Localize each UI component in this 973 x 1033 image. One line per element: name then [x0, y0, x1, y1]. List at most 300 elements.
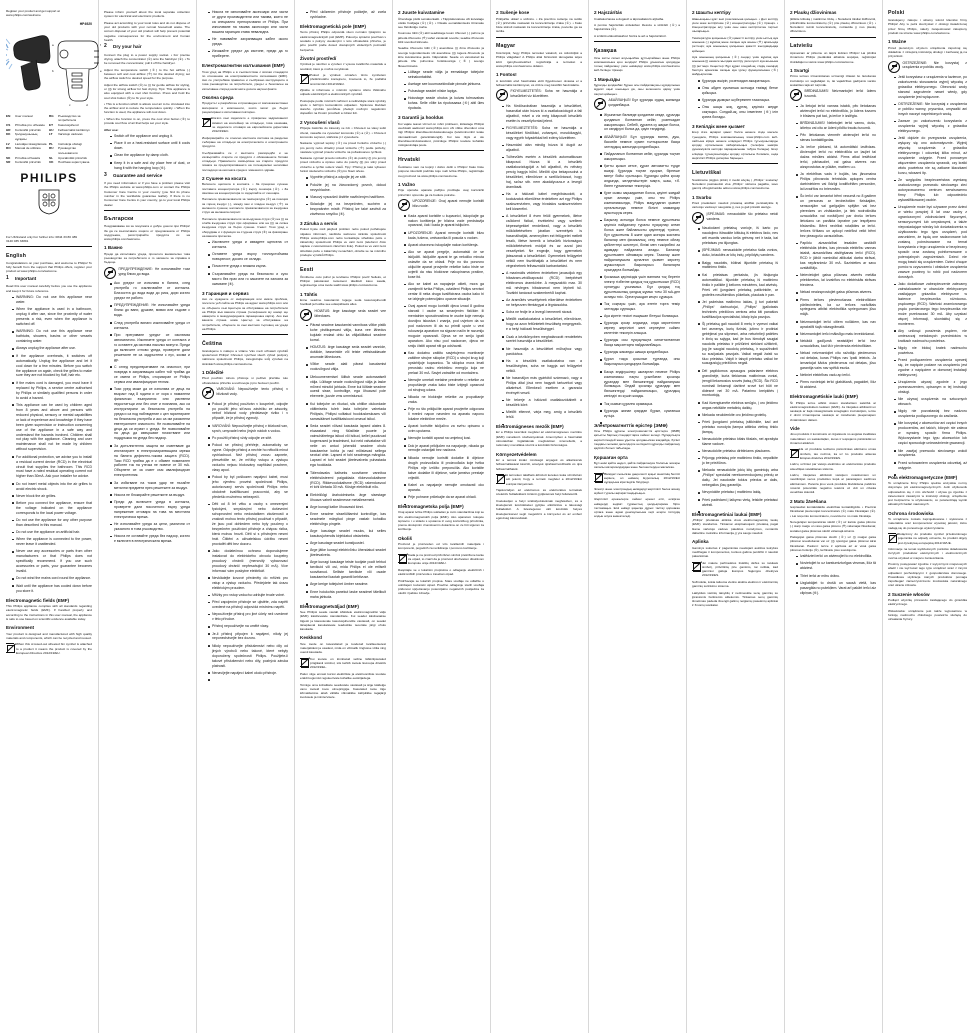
list-item: Ärge kasutage seadet kunstjuustel.: [306, 541, 386, 546]
list-item: Baigę naudotis, būtinai išjunkite prietaisą iš maitinimo tinklo.: [698, 261, 778, 271]
hu-env-2: A terméken található áthúzott kerekes kuka szimbólum azt jelenti, hogy a termék megfelel a 2012/19/EU európai irányelvnek.: [506, 473, 582, 486]
warning-block-water-et: HOIATUS: ärge kasutage seda seadet vee läheduses.: [300, 309, 386, 321]
section-heading-guarantee: 3 Guarantee and service: [104, 171, 163, 178]
cs-guarantee-text: Pokud byste měli jakýkoli problém nebo pokud potřebujete nějakou informaci, navštivte webovou stránku společnosti Philips www.philips.com nebo kontaktujte středisko péče o zákazníky společnosti Philips ve vaší zemi (telefonní číslo najdete v celosvětovém záručním listu). Pokud se ve vaší zemi středisko péče o zákazníky nenachází, obraťte se na místního prodejce výrobků Philips.: [300, 227, 386, 257]
list-item: Nevkládejte kovové předměty do mřížek pro vstup a výstup vzduchu. Předejdete tak úrazu elektrickým proudem.: [208, 576, 288, 591]
wee-text-en: When this crossed-out wheeled bin symbol is attached to a product it means the product is covered by the European Directive 2012/19/EU.: [16, 642, 92, 655]
list-item: Оны шаңы жоқ, құрғақ, қауіпсіз жерде сақтаңыз. Сондай-ақ, оны ілмегінен (⑥) іліп қоюға болады.: [698, 105, 778, 120]
list-item: For additional protection, we advise you to install a residual current device (RCD) in the electrical circuit that supplies the bathroom. This RCD must have a rated residual operating current not higher than 30mA. Ask your installer for advice.: [12, 455, 92, 480]
lv-dry-2: Noregulējiet temperatūras slēdzi (③) uz karstu gaisa plūsmu (·) starp maigu un vēsu gaisa plūsmu (※) vēlamajai žāvēšanai; iestatiet gaisa plūsmas slēdzi vēlamajā ātrumā.: [790, 519, 876, 533]
list-item: Никога не оставяйте уреда без надзор, когато е включен в електрическата мрежа.: [110, 534, 190, 544]
list-item: Děti od 8 let věku a osoby s omezenými fyzickými, smyslovými nebo duševními schopnostmi nebo nedostatkem zkušeností a znalostí mohou tento přístroj používat v případě, že jsou pod dohledem nebo byly poučeny o bezpečném používání přístroje a chápou rizika, která mohou hrozit. Děti si s přístrojem nesmí hrát. Čištění a uživatelskou údržbu nesmí provádět děti bez dozoru.: [208, 502, 288, 547]
list-item: If the mains cord is damaged, you must have it replaced by Philips, a service centre authorised by Philips or similarly qualified persons in order to avoid a hazard.: [12, 381, 92, 401]
list-item: Keep it in a safe and dry place free of dust, or hang it with the hanging loop (⑥).: [110, 161, 190, 171]
pl-env-3: Informacje na temat wydzielonych punktów składowania zużytych produktów elektrycznych i elektronicznych można uzyskać w miejscu zamieszkania.: [888, 547, 967, 560]
list-item: OSTRZEŻENIE: Nie korzystaj z urządzenia w pobliżu wanny, prysznica, umywalki ani innych naczyń napełnionych wodą.: [894, 102, 967, 117]
pl-dry-heading: 2 Suszenie włosów: [888, 591, 930, 597]
legend-item: SL Uporabniški priročnik: [49, 155, 87, 160]
list-item: Pokud je přístroj používán v koupelně, odpojte po použití jeho síťovou zástrčku ze zásuvky, neboť blízkost vody představuje riziko i v případě, že je přístroj vypnutý.: [208, 402, 288, 422]
list-item: Prije no što priključite aparat provjerite odgovara li mrežni napon naveden na aparatu naponu lokalne električne mreže.: [404, 407, 484, 422]
bg-dry-heading: 2 Сушене на косата: [202, 175, 247, 181]
svg-text:f: f: [100, 42, 101, 47]
language-heading-hungarian: Magyar: [496, 43, 516, 50]
list-item: След употреба винаги изключвайте уреда от контакта.: [110, 321, 190, 331]
list-item: Prijungę prietaisą prie maitinimo tinklo, nepalikite jo be priežiūros.: [698, 456, 778, 466]
column-1: [0, 0, 102, 663]
list-item: Dok je aparat priključen na napajanje, nikada ga nemojte ostavljati bez nadzora.: [404, 444, 484, 454]
list-item: Kad išvengtumėte elektros smūgio, į oro įleidimo angas nekiškite metalinių daiktų.: [698, 401, 778, 411]
pl-env-1: To urządzenie zostało zaprojektowane i wykonane z materiałów oraz komponentów wysokiej jakości, które nadają się do ponownego wykorzystania.: [888, 517, 967, 530]
list-item: Nepoužívejte přístroj pro jiné účely než uvedené v této příručce.: [208, 612, 288, 622]
wee-bin-icon: [692, 561, 700, 571]
list-item: Jako dodatkowe zabezpieczenie zalecamy zainstalowanie w obwodzie elektrycznym zasilającym gniazdka elektryczne w łazience bezpiecznika różnicowo-prądowego (RCD). Wartość znamionowego prądu pomiarowego tego bezpiecznika nie może przekraczać 30 mA. Aby uzyskać więcej informacji, skontaktuj się z monterem.: [894, 282, 967, 327]
hr-lead: Prije uporabe aparata pažljivo pročitajte ovaj korisnički priručnik i spremite ga za buduće potrebe.: [398, 188, 484, 197]
list-item: Enne seadme sisselülitamist kontrollige, kas seadmele märgitud pinge vastab kohaliku elektrivõrgu pingele.: [306, 512, 386, 527]
list-item: Netiniet elektrības vadu ap ierīci.: [796, 373, 876, 378]
list-item: Wait until the appliance has cooled down before you store it.: [12, 584, 92, 594]
list-item: Құралды қосар алдында, онда көрсетілген кернеу жергілікті желі кернеуіне сәйкес келетінін тексеріп алыңыз.: [600, 321, 680, 336]
svg-text:e: e: [100, 68, 102, 73]
list-item: Papildu aizsardzībai iesakām uzstādīt elektriskās ķēdes, kas pievada elektrību vannas istabā, aizsardzības atslēgšanas ierīci (RCD). RCD ir jābūt nominālai atlikušai darba strāvai, kas nepārsniedz 30 mA. Sazinieties ar savu uzstādītāju.: [796, 241, 876, 271]
list-item: Ne tekerje a hálózati csatlakozókábelt a készülék köré.: [502, 398, 582, 408]
column-5: [392, 0, 490, 604]
dry-step-4: • This is a function which is allows cool air to be circulated into the airflow and to reduce the temperature quickly. • When the function is used, the appliance will cool down.: [104, 101, 190, 115]
cs-dry-heading: 2 Vysoušení vlasů: [300, 119, 340, 125]
list-item: Оны әбден суығанша ыстыққа төзімді бетке қойыңыз.: [698, 86, 778, 96]
english-intro: Congratulations on your purchase, and welcome to Philips! To fully benefit from the support that Philips offers, register your product at www.philips.com/welcome.: [6, 260, 92, 274]
list-item: Aparat obavezno iskopčajte nakon korištenja.: [404, 243, 484, 248]
hu-lead: A készülék első használata előtt figyelmesen olvassa el a felhasználói kézikönyvet, és őrizze meg későbbi használatra.: [496, 78, 582, 87]
hu-env-heading: Környezetvédelem: [496, 451, 537, 457]
et-env-heading: Keskkond: [300, 635, 322, 641]
no-water-icon: [398, 199, 410, 211]
list-item: Jeśli korzystasz z urządzenia w łazience, po zakończeniu stosowania wyjmij wtyczkę z gniazdka elektrycznego. Obecność wody stanowi zagrożenie nawet wtedy, gdy urządzenie jest wyłączone.: [894, 75, 967, 100]
list-item: Ovaj aparat mogu koristiti djeca iznad 8 godina starosti i osobe sa smanjenim fizičkim ili mentalnim sposobnostima te osobe koje nemaju dovoljno iskustva i znanja, pod uvjetom da su pod nadzorom ili da su primili upute u vezi rukovanja aparatom na siguran način te razumiju moguće opasnosti. Djeca se ne smiju igrati aparatom. Ako nisu pod nadzorom, djeca ne smiju čistiti aparat niti ga održavati.: [404, 304, 484, 349]
list-item: Ze względów bezpieczeństwa wymianę uszkodzonego przewodu sieciowego zleć autoryzowanemu centrum serwisowemu firmy Philips lub odpowiednio wykwalifikowanej osobie.: [894, 178, 967, 203]
lt-emf-text: „Philips“ prietaisas atitinka visus elektromagnetinių laukų (EMF) standartus. Tinkamai eksploatuojant prietaisą pagal šiame vartotojo vadove pateiktus nurodymus, remiantis dabartine moksline informacija, jį yra saugu naudoti.: [692, 518, 778, 535]
pl-env-4: Prosimy postępować zgodnie z wytycznymi miejscowych władz i nie wyrzucać tego typu urządzeń wraz z innymi odpadami pochodzącymi z gospodarstwa domowego. Prawidłowa utylizacja starych produktów pomaga zapobiegać zanieczyszczeniu środowiska naturalnego oraz utracie zdrowia.: [888, 562, 967, 588]
list-item: Przed podłączeniem urządzenia upewnij się, że napięcie podane na urządzeniu jest zgodne z napięciem w domowej instalacji elektrycznej.: [894, 358, 967, 378]
column-6: [490, 0, 588, 528]
list-item: Před uklizením přístroje počkejte, až zcela vychladne.: [306, 10, 386, 20]
list-item: Túlhevülés esetén a készülék automatikusan kikapcsol. Húzza ki a készülék csatlakozódugóját a fali aljzatból, és néhány percig hagyja hűlni. Mielőtt újra bekapcsolná a készüléket, ellenőrizze a szellőzőrácsot, hogy haj, szösz stb. nem akadályozza-e a levegő áramlását.: [502, 155, 582, 190]
bg-dry-2: Нагласете превключвателя за температура (③) на позиция за горещ въздух (·), между мек и хладен въздух (※) за желаното сушене; нагласете превключвателя за въздушна струя на желаната скорост.: [202, 197, 288, 215]
list-item: Jei pažeistas maitinimo laidas, jį turi pakeisti „Philips“ darbuotojai, „Philips“ įgaliotasis techninės priežiūros centras arba kiti panašios kvalifikacijos specialistai, kitaip kyla pavojus.: [698, 300, 778, 320]
language-heading-bulgarian: Български: [104, 216, 134, 223]
list-item: Никога не блокирайте решетките за въздух.: [110, 493, 190, 498]
hu-safety-list: [496, 104, 582, 420]
list-item: Prieš įjungdami prietaisą įsitikinkite, kad ant prietaiso nurodyta įtampa atitinka vietinę tinklo įtampą.: [698, 420, 778, 435]
lt-env-2: Jei matote perbrauktos šiukšlių dėžės su ratukais simbolį, pritvirtintą prie gaminio, tai reiškia, kad gaminiui galioja Europos Sąjungos direktyva 2012/19/ES.: [702, 560, 778, 578]
lt-intro: Sveikiname įsigijus pirkinį ir sveiki atvykę į „Philips“ svetainę! Norėdami pasinaudoti visa „Philips“ siūloma pagalba, savo gaminį užregistruokite adresu www.philips.com/welcome.: [692, 177, 778, 191]
list-item: Položte jej na žáruvzdorný povrch, dokud nevychladne.: [306, 183, 386, 193]
list-item: Nigdy nie pozostawiaj bez nadzoru urządzenia podłączonego do zasilania.: [894, 409, 967, 419]
list-item: Zawsze po zakończeniu korzystania z urządzenia wyjmij wtyczkę z gniazdka elektrycznego.: [894, 119, 967, 134]
list-item: Šį prietaisą gali naudoti 8 metų ir vyresni vaikai bei asmenys, kurių fiziniai, jutimo ir protiniai gebėjimai yra silpnesni, arba neturintieji patirties ir žinių su sąlyga, kad jie bus išmokyti saugiai naudotis prietaisu ir prižiūrimi siekiant užtikrinti, jog jie saugiai naudotų prietaisą, ir supažindinti su susijusiais pavojais. Vaikai negali žaisti su šiuo prietaisu. Valyti ir taisyti prietaiso vaikai be suaugusiųjų priežiūros negali.: [698, 322, 778, 367]
list-item: Uzglabājiet to drošā un sausā vietā, kas pasargāta no putekļiem. Varat arī pakārt ierīci aiz cilpiņas (⑥).: [796, 581, 876, 596]
list-item: Je-li přístroj připojen k napájení, nikdy jej neponechávejte bez dozoru.: [208, 632, 288, 642]
list-item: Pēc lietošanas vienmēr atvienojiet ierīci no sienas kontaktligzdas.: [796, 133, 876, 143]
bg-after-list: [202, 240, 288, 286]
list-item: Přístroj nepoužívejte na umělé vlasy.: [208, 624, 288, 629]
list-item: Neievietojiet gaisa plūsmas atverēs metāla priekšmetus, lai izvairītos no elektriskās strāvas trieciena.: [796, 273, 876, 288]
list-item: When the appliance is connected to the power, never leave it unattended.: [12, 537, 92, 547]
no-water-icon: [790, 89, 802, 101]
wee-bin-icon: [300, 657, 308, 667]
wee-bin-icon: [496, 473, 504, 483]
list-item: Przed schowaniem urządzenia odczekaj, aż ostygnie.: [894, 461, 967, 471]
lv-after-list: [790, 554, 876, 595]
cs-lead: Před použitím tohoto přístroje si pečlivě přečtěte tuto uživatelskou příručku a uschovejte ji pro budoucí použití.: [202, 376, 288, 385]
important-lead: Read this user manual carefully before you use the appliance and keep it for future reference.: [6, 284, 92, 293]
list-item: Nemojte koristiti aparat na umjetnoj kosi.: [404, 436, 484, 441]
hu-emf-heading: Elektromágneses mezők (EMF): [496, 423, 564, 429]
list-item: Always unplug the appliance after use.: [12, 346, 92, 351]
hu-dry-1: Csatlakoztassa a dugaszt a tápcsatlakozó aljzatba.: [594, 16, 664, 21]
legend-item: PL Instrukcja obsługi: [49, 141, 82, 146]
lv-env-1: Jūsu produkts ir konstruēts un izgatavots no augstas kvalitātes materiāliem un sastāvdaļām, kuras ir iespējams pārstrādāt un izmantot atkārtoti.: [790, 432, 876, 446]
kk-lead: Құралды қолданбас бұрын осы пайдаланушы нұсқаулығын мұқият оқып шығыңыз да, оны келешекте қарау үшін сақтап қойыңыз.: [594, 83, 680, 96]
et-emf-text: See Philipsi seade vastab kõikidele elektromagnetilisi välju (EMF) käsitlevatele standarditele. Kui seadet käsitsetakse õigesti ja käesolevale kasutusjuhendile vastavalt, on seadet tänapäeval kasutatavate teaduslike teooriate järgi ohutu kasutada.: [300, 610, 386, 632]
et-env-3: Palun viige ennast kurssi elektriliste ja elektrooniliste toodete eraldi kogumist reguleerivate kohalike eeskirjadega.: [300, 671, 386, 681]
et-emf-heading: Elektromagnetväljad (EMF): [300, 603, 359, 609]
list-item: Ne használja a készüléket műhajhoz vagy parókához.: [502, 347, 582, 357]
list-item: Nikada nemojte koristiti dodatke ili dijelove drugih proizvođača ili proizvođača koje tvrtka Philips nije izričito preporučila. Ako koristite takve dodatke ili dijelove, vaše jamstvo prestaje vrijediti.: [404, 456, 484, 481]
legend-item: BG Ръководство за потребителя: [49, 113, 81, 123]
list-item: Nie zawijaj przewodu sieciowego wokół urządzenia.: [894, 449, 967, 459]
et-lead: Enne seadme kasutamist lugege seda kasutusjuhendit hoolikalt ja hoidke see edaspidiseks alles.: [300, 298, 386, 307]
list-item: Mřížky pro vstup vzduchu udržujte trvale volné.: [208, 593, 288, 598]
bg-env-1: Продуктът е разработен и произведен от висококачествени материали и компоненти, които могат да бъдат рециклирани и използвани повторно.: [202, 101, 288, 114]
list-item: Place it on a heat-resistant surface until it cools down.: [110, 141, 190, 151]
list-item: Ауа кіретін тесікті ешқашан бітеуші болмаңыз.: [600, 314, 680, 319]
list-item: Before you connect the appliance, ensure that the voltage indicated on the appliance corresponds to the local power voltage.: [12, 501, 92, 516]
et-env-4: Toimige oma kohalikele seadustele vastavalt ja ärge käidelge vanu tooteid koos olmeprügiga. Kasutatud toote õige kõrvaldamine aitab vältida võimalikke kahjulikke tagajärgi loodusele ja inimtervisele.: [300, 682, 386, 700]
warning-block-water-lt: ĮSPĖJIMAS: nenaudokite šio prietaiso netoli vandens.: [692, 212, 778, 224]
hr-dry-1: Priključite utikač u utičnicu. • Za precizno sušenje na sušilo (②) pričvrstite nastavak za koncentriranje zraka (①). • Kako biste skinuli nastavak za koncentriranje zraka, povucite ga sa sušila.: [496, 16, 582, 34]
lt-lead: Prieš pradėdami naudoti prietaisą atidžiai perskaitykite šį vartotojo vadovą ir saugokite jį, nes jo gali prireikti ateityje.: [692, 201, 778, 210]
en-recycle-2: Please act according to your local rules and do not dispose of your old products with your normal household waste. The correct disposal of your old product will help prevent potential negative consequences for the environment and human health.: [104, 20, 190, 42]
et-dry-3: Seadke õhuvoolu lüliti (④) asendisse (|) õrna õhuvoolu ja soengu kujundamiseks või asendisse (||) tugeva õhuvoolu ja kiire kuivatamise jaoks. Näpunäide: Seade on varustatud ka jaheda õhu puhumise funktsiooniga (⑤) soengu fikseerimiseks.: [398, 46, 484, 68]
list-item: HOIATUS: ärge kasutage seda seadet vannide, duššide, basseinide või teiste vettsisaldavate anumate läheduses.: [306, 345, 386, 360]
cs-env-1: Výrobek je navržen a vyroben z vysoce kvalitního materiálu a součástí, které je možné recyklovat.: [300, 62, 386, 71]
pl-env-heading: Ochrona środowiska: [888, 510, 934, 516]
lv-intro: Apsveicam ar pirkumu un laipni lūdzam Philips! Lai pilnībā izmantotu Philips piedāvātā atbalsta iespējas, reģistrējiet izstrādājumu vietnē www.philips.com/welcome.: [790, 51, 876, 64]
list-item: If the appliance overheats, it switches off automatically. Unplug the appliance and let it cool down for a few minutes. Before you switch the appliance on again, check the grilles to make sure they are not blocked by fluff, hair etc.: [12, 354, 92, 379]
list-item: Құрал тоққа қосылып тұрғанда, оны бақылаусыз қалдыруға болмайды.: [600, 357, 680, 367]
list-item: Този уред може да се използва от деца на възраст над 8 години и от хора с намалени физически възприятия или умствени недостатъци или без опит и познания, ако са инструктирани за безопасна употреба на уреда и са под наблюдение с цел гарантиране на безопасна употреба и ако са им разяснени евентуалните опасности. Не позволявайте на деца да си играят с уреда. Не позволявайте на деца да извършват почистване или поддръжка на уреда без надзор.: [110, 387, 190, 442]
list-item: Šo ierīci var izmantot bērni vecumā no 8 gadiem un personas ar ierobežotām fiziskajām, sensorajām vai garīgajām spējām vai bez pieredzes un zināšanām, ja tiek nodrošināta uzraudzība vai norādījumi par drošu ierīces lietošanu un panākta izpratne par iespējamo bīstamību. Bērni nedrīkst rotaļāties ar ierīci. Ierīces tīrīšanu un apkopi nedrīkst veikt bērni bez pieaugušo uzraudzības.: [796, 194, 876, 239]
hu-intro: Köszönjük, hogy Philips terméket vásárolt, és üdvözöljük a Philips világában! A Philips által biztosított támogatás teljes körű igénybevételéhez regisztrálja a terméket a www.philips.com/welcome oldalon.: [496, 51, 582, 68]
list-item: Ärge kunagi kasutage teiste tootjate poolt tehtud tarvikuid või osi, mida Philips ei ole eriliselt soovitanud. Selliste tarvikute või osade kasutamisel kaotab garantii kehtivuse.: [306, 560, 386, 580]
bg-guarantee-heading: 3 Гаранция и сервиз: [202, 290, 249, 296]
et-env-2: Kui tootele on kinnitatud selline läbikriipsutatud prügikasti sümbol, siis kehtib tootele Euroopa direktiiv 2012/19/EL.: [310, 656, 386, 670]
product-illustration: [6, 21, 102, 114]
list-item: С оглед предотвратяване на опасност, при повреда в захранващия кабел той трябва да се смени от Philips, оторизиран от Philips сервиз или квалифициран техник.: [110, 365, 190, 385]
legend-item: CS Příručka pro uživatele: [6, 123, 45, 128]
wee-bin-icon: [888, 532, 896, 542]
list-item: Aby uniknąć porażenia prądem, nie umieszczaj metalowych przedmiotów w kratkach nadmuchu powietrza.: [894, 329, 967, 344]
bg-emf-text: Този уред на Philips е в съответствие с всички стандарти по отношение на електромагнитните излъчвания (EMF). Ако се употребява правилно и съобразно инструкциите в това ръководство за потребителя, уредът е безопасен за използване според наличните досега научни факти.: [202, 69, 288, 91]
cs-safety-list: [202, 402, 288, 676]
legend-item: SR Korisnički priručnik: [6, 160, 41, 165]
kk-dry-2: Температура қосқышын (③) қажетті кептіру үшін ыстық ауа ағынына (·) жұмсақ және салқын ауа ағыны (※) арасында реттеңіз; ауа ағынының қосқышын қажетті жылдамдыққа қойыңыз.: [692, 35, 778, 53]
list-item: Құралды жасанды шашқа қолданбаңыз.: [600, 350, 680, 355]
list-item: Не навивайте захранващия кабел около уреда.: [208, 37, 288, 47]
lt-safety-list: [692, 226, 778, 507]
list-item: Do not use the appliance for any other purpose than described in this manual.: [12, 518, 92, 528]
list-item: Niekada nenaudokite jokių kitų gamintojų arba „Philips“ specialiai nerekomenduojamų priedų ar dalių. Jei naudosite tokius priedus ar dalis, nebegalios jūsų garantija.: [698, 468, 778, 488]
list-item: Ärge jätke kunagi elektrivõrku ühendatud seadet järelevalveta.: [306, 548, 386, 558]
hr-env-1: Proizvod je proizveden od vrlo kvalitetnih materijala i komponenti, pogodnih za recikliranje i ponovno korištenje.: [398, 542, 484, 551]
cs-emf-heading: Elektromagnetická pole (EMP): [300, 23, 366, 29]
kk-guarantee-text: Егер сізге ақпарат қажет болса немесе сізде мәселе туындаса, Philips компаниясының www.philips.com веб-сайтына кіріңіз немесе еліңіздегі Philips тұтынушыларды қолдау орталығына хабарласыңыз (телефон нөмірін дүниежүзілік кепілдік парақшасынан табуға болады). Егер еліңізде тұтынушыларды қолдау орталығы болмаса, онда жергілікті Philips дилеріне барыңыз.: [692, 130, 778, 160]
language-legend: [6, 114, 92, 165]
list-item: Nenaudokite prietaiso dirbtiniams plaukams.: [698, 449, 778, 454]
list-item: Kui toitejuhe on rikutud, siis ohtlike olukordade vältimiseks tuleb lasta toitejuhe vahetada Philipsis, Philipsi volitatud hoolduskeskuses või samaväärset kvalifikatsiooni omaval isikul.: [306, 402, 386, 422]
column-10: [882, 0, 973, 630]
list-item: Nenaudokite prietaiso kitais tikslais, nei aprašyta šiame vadove.: [698, 437, 778, 447]
et-env-1: Teie toode on kavandatud ja toodetud kvaliteetsetest materjalidest ja osadest, mida on võimalik ringlusse võtta ning uuesti kasutada.: [300, 641, 386, 655]
list-item: Қатты қызып кетсе, құрал автоматты түрде өшеді. Құралды тоқтан суырып, бірнеше минут бойы суытыңыз. Құралды қайта қосар алдында, желдеткіштерін мақта, шаш, т.б. бөгеп тұрмағанын тексеріңіз.: [600, 164, 680, 189]
list-item: Nie korzystaj z akcesoriów ani części innych producentów, ani takich, których nie zaleca w wyraźny sposób firma Philips. Wykorzystanie tego typu akcesoriów lub części spowoduje unieważnienie gwarancji.: [894, 421, 967, 446]
svg-text:b: b: [52, 68, 54, 73]
list-item: Aparat koristite isključivo za svrhu opisanu u ovim uputama.: [404, 424, 484, 434]
list-item: Ja lietojat ierīci vannas istabā, pēc lietošanas atvienojiet ierīci no elektrotīkla, jo ūdens tuvums ir bīstams pat tad, ja ierīce ir izslēgta.: [796, 104, 876, 119]
hairdryer-drawing: [6, 26, 102, 112]
list-item: Pirms novietojat ierīci glabāšanā, pagaidiet, līdz tā atdziest.: [796, 380, 876, 390]
hu-important-heading: 1 Fontos!: [496, 72, 517, 78]
list-item: Ако уредът се използва в банята, след употреба го изключвайте от контакта. Близостта до вода води до риск, дори когато уредът не работи.: [110, 281, 190, 301]
lv-dry-heading: 2 Matu žāvēšana: [790, 498, 827, 504]
bg-guarantee-text: Ако се нуждаете от информация или имате проблем, посетете уеб сайта на Philips на адрес www.philips.com или се обърнете към Центъра за обслужване на потребители на Philips във вашата страна (телефонния му номер ще намерите в международната гаранционна карта). Ако във вашата страна няма Център за обслужване на потребители, обърнете се към местния търговец на уреди на Philips.: [202, 297, 288, 331]
list-item: BRĪDINĀJUMS! Nelietojiet ierīci vannu, dušu, izlietņu vai citu ar ūdeni pildītu trauku tuvumā.: [796, 121, 876, 131]
kk-dry-1: Шанышқыны қуат көзі розеткасына қосыңыз. • Дәл кептіру үшін шаш кептіргішке (②) концентраторды (①) тіркеңіз. • Концентраторды алу үшін оны шаш кептіргіштен тартып шығарыңыз.: [692, 16, 778, 34]
emf-heading-en: Electromagnetic fields (EMF): [6, 597, 70, 603]
list-item: Преди да включите уреда в контакта, проверете дали посоченото върху уреда напрежение отговаря на това на местната електрическа мрежа.: [110, 500, 190, 520]
list-item: За допълнителна защита ви съветваме да инсталирате в електрозахранващата мрежа на банята дефектно-токова защита (RCD). Тази RCD трябва да е с обявен номинален работен ток на утечка не повече от 30 mA. Обърнете се за съвет към квалифициран електротехник.: [110, 444, 190, 479]
cs-after-list: [300, 175, 386, 216]
list-item: Почистете уреда с влажна кърпа.: [208, 264, 288, 269]
list-item: Do not insert metal objects into the air grilles to avoid electric shock.: [12, 482, 92, 492]
list-item: Pokud by byl poškozen napájecí kabel, musí jeho výměnu provést společnost Philips, autorizovaný servis společnosti Philips nebo obdobně kvalifikovaní pracovníci, aby se předešlo možnému nebezpečí.: [208, 475, 288, 500]
list-item: Құралды осы нұсқаулықта сипатталғаннан басқа мақсаттарға пайдаланбаңыз.: [600, 338, 680, 348]
kk-env-1: Бұл өнім қайта өңдеп, қайта пайдалануға болатын жоғары сапалы материалдардан және бөлшектерден жасалған.: [594, 461, 680, 470]
kk-important-heading: 1 Маңызды: [594, 76, 621, 82]
et-intro: Õnnitleme ostu puhul ja tervitame Philipsi poolt! Selleks, et Philipsi pakutavast tootetoest täielikult kasu saada, registreerige oma toode saidil www.philips.com/welcome.: [300, 274, 386, 288]
list-item: Hoiustage seade ohutus ja kuivas tolmuvabas kohas. Selle võite ka riputusaasa (⑥) abil üles riputada.: [404, 96, 484, 111]
list-item: Niekada neuždenkite oro įleidimo grotelių.: [698, 413, 778, 418]
dry-step-1: Connect the plug to a power supply socket. • For precise drying, attach the concentrator (①) onto the hairdryer (②). • To be removed the concentrator, pull it off the hairdryer.: [104, 52, 190, 66]
list-item: Nekad neizmantojiet citu ražotāju piederumus vai detaļas, kuras Philips nav īpaši ieteicis. Ja izmantojat šādus piederumus vai detaļas, jūsu garantija vairs nav spēkā esoša.: [796, 351, 876, 371]
et-dry-1: Ühendage pistik seinakontakti. • Täppiskuivatuse või kuivatage otsiku hoidjaga (①) (②). • Otsaku eemaldamiseks tõmmake see föönikülge maha.: [398, 16, 484, 30]
list-item: Vypněte přístroj a odpojte jej ze sítě.: [306, 175, 386, 180]
hu-dry-2: A pontos hajszárítás érdekében illessze a szűkítőt (①) a hajszárítóra (②).: [594, 22, 680, 32]
language-heading-polish: Polski: [888, 10, 905, 16]
list-item: Kada aparat koristite u kupaonici, iskopčajte ga nakon korištenja jer blizina vode predstavlja opasnost, čak i kada je aparat isključen.: [404, 214, 484, 229]
dry-step-5: • When the function is on, press the cool shot button (⑤) to provide cool flow of air that helps set your style.: [104, 116, 190, 126]
list-item: Soha ne fedje le a levegő bemeneti rácsot.: [502, 310, 582, 315]
list-item: Nemojte umetati metalne predmete u rešetke za propuštanje zraka kako biste izbjegli opasnost od strujnog udara.: [404, 378, 484, 393]
list-item: Izslēdziet ierīci un atvienojiet to no elektrotīkla.: [796, 554, 876, 559]
list-item: Бақылау астында болса немесе құрылғыны қауіпсіз пайдалану туралы нұсқаулар алған болса және байланысты қауіптерді түсінсе, бұл құрылғыны 8 және одан жоғары жастағы балалар мен физикалық, сезу немесе ойлау қабілеттері шектеулі, білімі мен тәжірибесі аз адамдар пайдалана алады. Балалар құрылғымен ойнамауы керек. Тазалау және пайдаланушыға арналған қызмет көрсету жұмыстарын бақылаусыз балаларға орындауға болмайды.: [600, 218, 680, 273]
hu-env-4: Cselekedjen a helyi szabályozásoknak megfelelően, és a kiselejtezett készülékeket gyűjtse elkülönítve a lakossági hulladéktól. A feleslegessé vált készülék helyes kiselejtezésével segít megelőzni a környezet és az emberi egészség károsodását.: [496, 498, 582, 520]
list-item: Ärge kerige toitejuhet ümber seadme.: [306, 582, 386, 587]
list-item: Тоқ сымын құралға орамаңыз.: [600, 402, 680, 407]
list-item: При прегряване уредът се изключва автоматично. Изключете уреда от контакта и го оставете да изстива няколко минути. Преди да включите отново уреда, проверете дали решетките не са задръстени с пух, косми и др.: [110, 333, 190, 363]
list-item: Elektrilöögi ärahoidmiseks ärge sisestage õhuava vahelt seadmesse metallesemeid.: [306, 493, 386, 503]
cs-dry-2: Nastavte vypínač teploty (③) na proud horkého vzduchu (·) pro jemný nebo chladný proud vzduchu (※) podle potřeby; nastavte vypínač proudu vzduchu na požadovanou rychlost.: [300, 141, 386, 154]
legend-item: KK Қолданушының нұсқасы: [6, 132, 38, 141]
list-item: Neizmantojiet ierīci mākslīgo matu ieveidošanai.: [796, 332, 876, 337]
bg-dry-3: Нагласете превключвателя за въздушна струя (④) на (|) за слаба въздушна струя при оформяне или на (||) за силна въздушна струя за бързо сушене. Съвет: Този уред е оборудван и с функция за студена струя (⑤) за фиксиране на вашата прическа.: [202, 216, 288, 238]
lt-important-heading: 1 Svarbu: [692, 194, 712, 200]
language-heading-croatian: Hrvatski: [398, 157, 421, 164]
bg-lead: Преди да използвате уреда, прочетете внимателно това ръководство за потребителя и го запазете за справка в бъдеще.: [104, 251, 190, 265]
list-item: Never block the air grilles.: [12, 494, 92, 499]
list-item: Never use any accessories or parts from other manufacturers or that Philips does not specifically recommend. If you use such accessories or parts, your guarantee becomes invalid.: [12, 549, 92, 574]
list-item: Neizmantojiet ierīci citiem nolūkiem, kas nav aprakstīti šajā rokasgrāmatā.: [796, 320, 876, 330]
list-item: This appliance can be used by children aged from 8 years and above and persons with reduced physical, sensory or mental capabilities or lack of experience and knowledge if they have been given supervision or instruction concerning use of the appliance in a safe way and understand the hazards involved. Children shall not play with the appliance. Cleaning and user maintenance shall not be made by children without supervision.: [12, 403, 92, 453]
list-item: Võtke seade alati pärast kasutamist vooluvõrgust välja.: [306, 362, 386, 372]
kk-dry-3: Ауа ағынының қосқышын (④) сәндеу үшін жұмсақ ауа ағынына (|) немесе жылдам кептіру үшін күшті ауа ағынына (||) реттеңіз. Кеңестер: Бұл құрал сондай-ақ, сіздің сәніңізді бекітуге арналған салқын ауа үрлеу функциясымен (⑤) жабдықталған.: [692, 55, 778, 77]
kk-dry-heading: 2 Шашты кептіру: [692, 10, 731, 15]
list-item: Před zapojením přístroje se ujistěte, zda napětí uvedené na přístroji odpovídá místnímu napětí.: [208, 600, 288, 610]
legend-item: LT Vartotojo vadovas: [49, 132, 83, 137]
column-3: [196, 0, 294, 684]
wee-bin-icon: [594, 472, 602, 482]
list-item: Lülitage seade välja ja eemaldage toitejuhe seinakontaktist.: [404, 70, 484, 80]
cs-emf-text: Tento přístroj Philips odpovídá všem normám týkajícím se elektromagnetických polí (EMP). Pokud je správně používán v souladu s pokyny uvedenými v této uživatelské příručce, je jeho použití podle dosud dostupných vědeckých poznatků bezpečné.: [300, 30, 386, 52]
lv-dry-1: Iespraudiet kontaktdakšu elektrības kontaktligzdā. • Precīzai žāvēšanai pievienojiet koncentratoru (①) matu žāvētājam (②). • Lai noņemtu koncentratoru, novelciet to no matu žāvētāja.: [790, 505, 876, 518]
bg-safety-list: [104, 281, 190, 544]
no-water-icon: [104, 267, 116, 279]
no-water-icon: [300, 309, 312, 321]
pl-tip: Wskazówka: urządzenie jest także wyposażone w funkcję nadmuchu chłodnego powietrza służącą do utrwalania fryzury.: [888, 608, 967, 622]
list-item: VAROVÁNÍ: Nepoužívejte přístroj v blízkosti van, sprch, umyvadel nebo jiných nádob s vodou.: [208, 424, 288, 434]
legend-item: ET Kasutusjuhend: [49, 123, 79, 128]
pl-dry-1: Podłącz wtyczkę przewodu zasilającego do gniazdka elektrycznego.: [888, 598, 967, 607]
cs-important-heading: 1 Důležité: [202, 369, 224, 375]
list-item: Asetage see kuumusekindlale pinnale jahtuma.: [404, 82, 484, 87]
hu-env-3: Tájékozódjon az elektromos és elektronikus termékek szelektív hulladékként történő gyűjtésének helyi feltételeiről.: [496, 488, 582, 497]
hr-important-heading: 1 Važno: [398, 181, 416, 187]
hu-dry-3: A szűkítő eltávolításához húzza le azt a hajszárítóról.: [594, 33, 667, 38]
kk-emf-text: Осы Philips құралы электромагниттік өрістерге (ЭМӨ) қатысты барлық стандарттарға сәйкес келеді. Нұсқаулықта көрсетілгендей және ұқыпты қолданылған жағдайда, бүгінгі таңдағы ғылыми дәлелдерге негізделіп құралды пайдалану қауіпсіз болып табылады.: [594, 429, 680, 451]
lv-lead: Pirms ierīces izmantošanas uzmanīgi izlasiet šo lietošanas instrukciju un saglabājiet to, lai vajadzības gadījumā varētu ieskatīties tajā arī turpmāk.: [790, 74, 876, 87]
list-item: Қосымша қауіпсіздік үшін ваннаға тоқ беретін электр тізбегіне қалдық тоқ құрылғысын (RCD) орнатуды ұсынамыз. Бұл қалдық тоқ құрылғысының қалдық жұмыс тоғы 30 мА-ден аспауы тиіс. Орнатушыдан кеңес сұраңыз.: [600, 275, 680, 300]
hr-env-3: Raspitajte se o lokalnim propisima o odlaganju električnih i elektroničkih proizvoda u zaseban otpad.: [398, 567, 484, 577]
cs-safety-list-cont: [300, 10, 386, 20]
wee-bin-icon: [202, 116, 210, 126]
hr-emf-text: Ovaj aparat tvrtke Philips sukladan je svim standardima koji se tiču elektromagnetskih polja (EMF). Ako aparatom rukujete ispravno i u skladu s uputama iz ovog korisničkog priručnika, prema dostupnim znanstvenim dokazima on će biti siguran za korištenje.: [398, 510, 484, 532]
section-heading-dry-hair: 2 Dry your hair: [104, 43, 142, 50]
list-item: Пайдаланып болғаннан кейін, құралды тоқтан ажыратыңыз.: [600, 152, 680, 162]
list-item: Құралды жинап қоярдан бұрын, суығанша күтіңіз.: [600, 409, 680, 419]
list-item: Ärge kunagi katke õhuavasid kinni.: [306, 505, 386, 510]
list-item: АБАЙЛАҢЫЗ! Бұл құралды ванна, душ, бассейн немесе сумен толтырылған басқа заттардың жанында қолданбаңыз.: [600, 135, 680, 150]
column-4: [294, 0, 392, 708]
legend-item: RO Manual de utilizare: [6, 146, 41, 151]
list-item: Naudodami prietaisą vonioje, iš karto po naudojimo ištraukite kištuką iš elektros lizdo, nes arti esantis vanduo kelia grėsmę net ir tada, kai prietaisas yra išjungtas.: [698, 226, 778, 246]
hu-dry-heading: 2 Hajszárítás: [594, 10, 623, 15]
et-safety-list: [300, 323, 386, 599]
list-item: ПРЕДУПРЕЖДЕНИЕ: Не използвайте уреда близо до вани, душове, мивки или съдове с вода.: [110, 303, 190, 318]
et-important-heading: 1 Tähtis: [300, 291, 318, 297]
lv-important-heading: 1 Svarīgi: [790, 67, 810, 73]
list-item: Ha a hálózati kábel meghibásodott, a kockázatok elkerülése érdekében azt egy Philips szakszervizben, vagy hivatalos szakszervizben kell kicserélni.: [502, 192, 582, 212]
list-item: Nevyniokite prietaiso į maitinimo laidą.: [698, 490, 778, 495]
document-code: 3140 035 33891: [6, 239, 29, 244]
cs-dry-3: Nastavte vypínač proudu vzduchu (④) do polohy (|) pro jemný proud vzduchu a úpravu nebo do polohy (||) pro silný proud vzduchu a rychlé sušení vlasů. Tipy: Přístroj je také vybaven funkcí studeného vzduchu (⑤) pro fixaci účesu.: [300, 156, 386, 174]
cs-dry-1: Připojte zástrčku do zásuvky ve zdi. • Chcete-li se vlasy sušit cíleně, nasaďte na vysoušeč koncovku (①) a (②). • Chcete-li koncovku sejmout, stáhněte ji z vysoušeče.: [300, 126, 386, 139]
list-item: Nenavíjejte napájecí kabel okolo přístroje.: [208, 671, 288, 676]
list-item: Ja ierīce pārkarst, tā automātiski izslēdzas. Atvienojiet ierīci no elektrotīkla un ļaujiet tai dažas minūtes atdzist. Pirms atkal ieslēdzat ierīci, pārbaudiet, vai gaisa atveres nav aizsprostotas ar pūkām, matiem u.c.: [796, 145, 876, 170]
language-heading-lithuanian: Lietuviškai: [692, 169, 722, 176]
warning-block-water-lv: BRĪDINĀJUMS! Neizmantojiet ierīci ūdens tuvumā.: [790, 89, 876, 101]
list-item: Mielőtt csatlakoztatná a készüléket, ellenőrizze, hogy az azon feltüntetett feszültség megegyezik-e a helyi hálózati feszültséggel.: [502, 317, 582, 332]
lt-env-3: Sužinokite, kokia taikoma vietinė atskira elektros ir elektroninių gaminių surinkimo sistema.: [692, 579, 778, 589]
hr-env-heading: Okoliš: [398, 535, 413, 541]
list-item: When the appliance is used in a bathroom, unplug it after use, since the proximity of water presents a risk, even when the appliance is switched off.: [12, 307, 92, 327]
list-item: Do not wind the mains cord round the appliance.: [12, 576, 92, 581]
list-item: Ne használjon más gyártótól származó, vagy a Philips által jóvá nem hagyott tartozékot vagy alkatrészt. Ellenkező esetben a garancia érvényét veszti.: [502, 376, 582, 396]
bg-important-heading: 1 Важно: [104, 245, 123, 251]
register-note: Register your product and get support at www.philips.com/welcome: [6, 9, 60, 17]
wee-bin-icon: [790, 447, 798, 457]
cs-guarantee-heading: 3 Záruka a servis: [300, 220, 338, 226]
list-item: Ja elektrības vads ir bojāts, tas jānomaina Philips pilnvarota tehniskās apkopes centra darbiniekiem vai līdzīgi kvalificētām personām, lai izvairītos no briesmām.: [796, 172, 876, 192]
cs-intro: Gratulujeme k nákupu a vítáme Vás mezi uživateli výrobků společnosti Philips! Chcete-li využívat všech výhod podpory nabízené společností Philips, zaregistrujte svůj výrobek na stránkách www.philips.com/welcome.: [202, 348, 288, 366]
et-dry-2: Kuumuse lüliti (③) abil seadistage kuum õhuvool (·) pehme ja jaheda õhuvoolu (※) vahel vastavalt soovile; seadke õhuvoolu lüliti soovitud kiirusele.: [398, 31, 484, 45]
bg-env-heading: Околна среда: [202, 94, 234, 100]
list-item: WARNING: Do not use this appliance near bathtubs, showers, basins or other vessels containing water.: [12, 329, 92, 344]
legend-item: HR Korisnički priručnik: [6, 127, 41, 132]
list-item: Никога не използвайте аксесоари или части от други производители или такива, които не са специално препоръчвани от Philips. При използване на такива аксесоари или части вашата гаранция става невалидна.: [208, 10, 288, 35]
dry-step-3: Adjust the airflow switch (④) to (|) for gentle airflow for styling, or (||) for strong airflow for fast drying. Tips: This appliance is also equipped with a cool shot function. Press and hold the cool shot button (⑤) to fix your style.: [104, 82, 190, 100]
hr-dry-heading: 2 Sušenje kose: [496, 10, 530, 15]
environment-heading-en: Environment: [6, 625, 35, 631]
english-safety-list: [6, 295, 92, 593]
et-dry-heading: 2 Juuste kuivatamine: [398, 10, 445, 15]
hr-env-2: Kada je na proizvod pričvršćen simbol prekrižene kante za otpad, to znači da je proizvod obuhvaćen direktivom Europske unije 2012/19/EU.: [408, 552, 484, 566]
list-item: Қуат сымы зақымданған болса, қауіпті жағдай орын алмауы үшін, оны тек Philips компаниясында, Philips мақұлдаған қызмет орталығында немесе білікті мамандар ауыстыруы керек.: [600, 191, 680, 216]
uk-contact-note: For UK/Ireland only For further info: 0844 33 80 489: [6, 234, 78, 239]
column-2: [98, 0, 196, 552]
et-after-list: [398, 70, 484, 111]
language-heading-estonian: Eesti: [300, 266, 314, 273]
list-item: Тоқ соқпауы үшін, ауа өтетін торға темір заттарды сұқпаңыз.: [600, 302, 680, 312]
kk-safety-list: [594, 113, 680, 419]
lv-emf-heading: Elektromagnētiskie lauki (EMF): [790, 394, 858, 400]
lt-env-heading: Aplinka: [692, 539, 709, 545]
list-item: Jeśli dojdzie do przegrzania urządzenia, wyłączy się ono automatycznie. Wyjmij wtyczkę urządzenia z gniazdka elektrycznego i odczekaj kilka minut, aż urządzenie ostygnie. Przed ponownym włączeniem urządzenia sprawdź, czy kratki wlotu powietrza nie są zatkane kłaczkami kurzu, włosami itp.: [894, 136, 967, 176]
lt-dry-1: Įkiškite kištuką į maitinimo lizdą. • Norėdami tiksliai išdžiovinti, pritvirtinkite koncentratorių (①) prie plaukų džiovintuvo (②). • Norėdami nuimti koncentratorių, nutraukite jį nuo plaukų džiovintuvo.: [790, 16, 876, 34]
no-water-icon: [692, 212, 704, 224]
list-item: Оставете уреда върху топлоустойчива повърхност, докато се охлади.: [208, 252, 288, 262]
kk-intro: Осы затты сатып алуыңызбен құттықтаймыз және Philips компаниясына қош келдіңіз! Philips ұсынатын қолдауды толық пайдалану үшін өніміңізді www.philips.com/welcome веб-бетінде тіркеңіз.: [594, 55, 680, 73]
dry-step-2: Adjust the temperature switch (③) to the hot airflow (·) between soft and cool airflow (※) for the desired drying; set the airflow switch to desired speed for the purpose.: [104, 67, 190, 81]
list-item: Pirms ierīces pievienošanas elektrotīklam pārliecinieties, ka uz ierīces norādītais spriegums atbilst elektrotīkla spriegumam jūsu mājā.: [796, 298, 876, 318]
list-item: Басқа өндірушілер шығарған немесе Philips компаниясы нақты ұсынбаған қосалқы құралдар мен бөлшектерді пайдаланушы болмаңыз. Ондай қосалқы құралдар мен бөлшектерді пайдалансаңыз, құралдың кепілдігі өз күшін жояды.: [600, 370, 680, 400]
list-item: Csak a kézikönyvben meghatározott rendeltetés szerint használja a készüléket.: [502, 335, 582, 345]
list-item: Изключете уреда и извадете щепсела от контакта.: [208, 240, 288, 250]
list-item: Täiendavaks kaitseks soovitame vannitoa elektrisüsteemi paigaldada rikkevoolukaitsme (RCD). Rikkevoolukaitsme (RCD) rakendusvool ei tohi ületada 30 mA. Küsige elektrikult nõu.: [306, 471, 386, 491]
lv-emf-text: Šī Philips ierīce atbilst visiem standartiem saistībā ar elektromagnētiskiem laukiem (EMF). Ja rīkojaties atbilstoši un saskaņā ar šajā rokasgrāmatā sniegtajām instrukcijām, ierīce ir droši izmantojama saskaņā ar mūsdienās pieejamajiem zinātniskiem datiem.: [790, 400, 876, 422]
et-guarantee-text: Kui vajate teavet või teil on mõni probleem, külastage Philipsi veebisaiti aadressil www.philips.com või võtke ühendust oma riigi Philipsi klienditeeninduskeskusega (telefoninumbri leiate ülemaailmselt garantiitalongilt). Kui teie riigis ei ole klienditeeninduskeskust, pöörduge Philipsi toodete kohaliku müügiesindaja poole.: [398, 121, 484, 148]
wee-bin-icon: [6, 642, 14, 652]
philips-shield-emblem: [38, 189, 60, 215]
